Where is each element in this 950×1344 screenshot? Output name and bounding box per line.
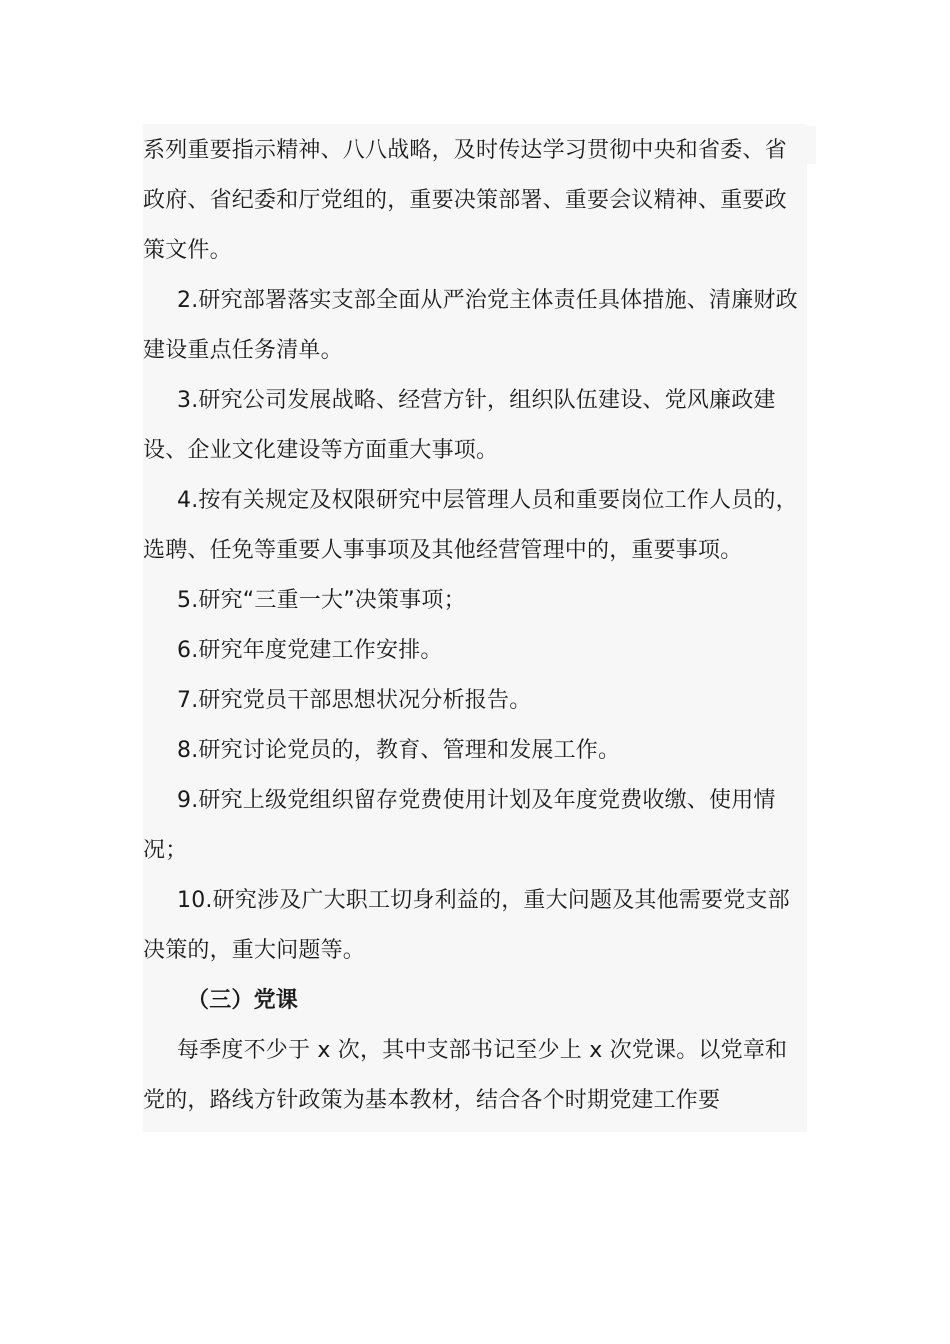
list-item-5: 5.研究“三重一大”决策事项； xyxy=(177,588,466,613)
paragraph-party-lecture: 每季度不少于 x 次，其中支部书记至少上 x 次党课。以党章和党的，路线方针政策为基本教材，结合各个时期党建工作要 xyxy=(143,1038,788,1113)
list-item-2: 2.研究部署落实支部全面从严治党主体责任具体措施、清廉财政建设重点任务清单。 xyxy=(143,288,798,363)
paragraph-continuation: 系列重要指示精神、八八战略，及时传达学习贯彻中央和省委、省政府、省纪委和厅党组的，重要决策部署、重要会议精神、重要政策文件。 xyxy=(143,138,787,263)
list-item-9: 9.研究上级党组织留存党费使用计划及年度党费收缴、使用情况； xyxy=(143,788,776,863)
list-item-7: 7.研究党员干部思想状况分析报告。 xyxy=(177,688,532,713)
list-item-10: 10.研究涉及广大职工切身利益的，重大问题及其他需要党支部决策的，重大问题等。 xyxy=(143,888,790,963)
document-body xyxy=(143,124,807,1132)
list-item-4: 4.按有关规定及权限研究中层管理人员和重要岗位工作人员的，选聘、任免等重要人事事项及其他经营管理中的，重要事项。 xyxy=(143,488,798,563)
list-item-6: 6.研究年度党建工作安排。 xyxy=(177,638,443,663)
list-item-8: 8.研究讨论党员的，教育、管理和发展工作。 xyxy=(177,738,621,763)
list-item-3: 3.研究公司发展战略、经营方针，组织队伍建设、党风廉政建设、企业文化建设等方面重大事项。 xyxy=(143,388,776,463)
section-heading: （三）党课 xyxy=(187,988,299,1013)
